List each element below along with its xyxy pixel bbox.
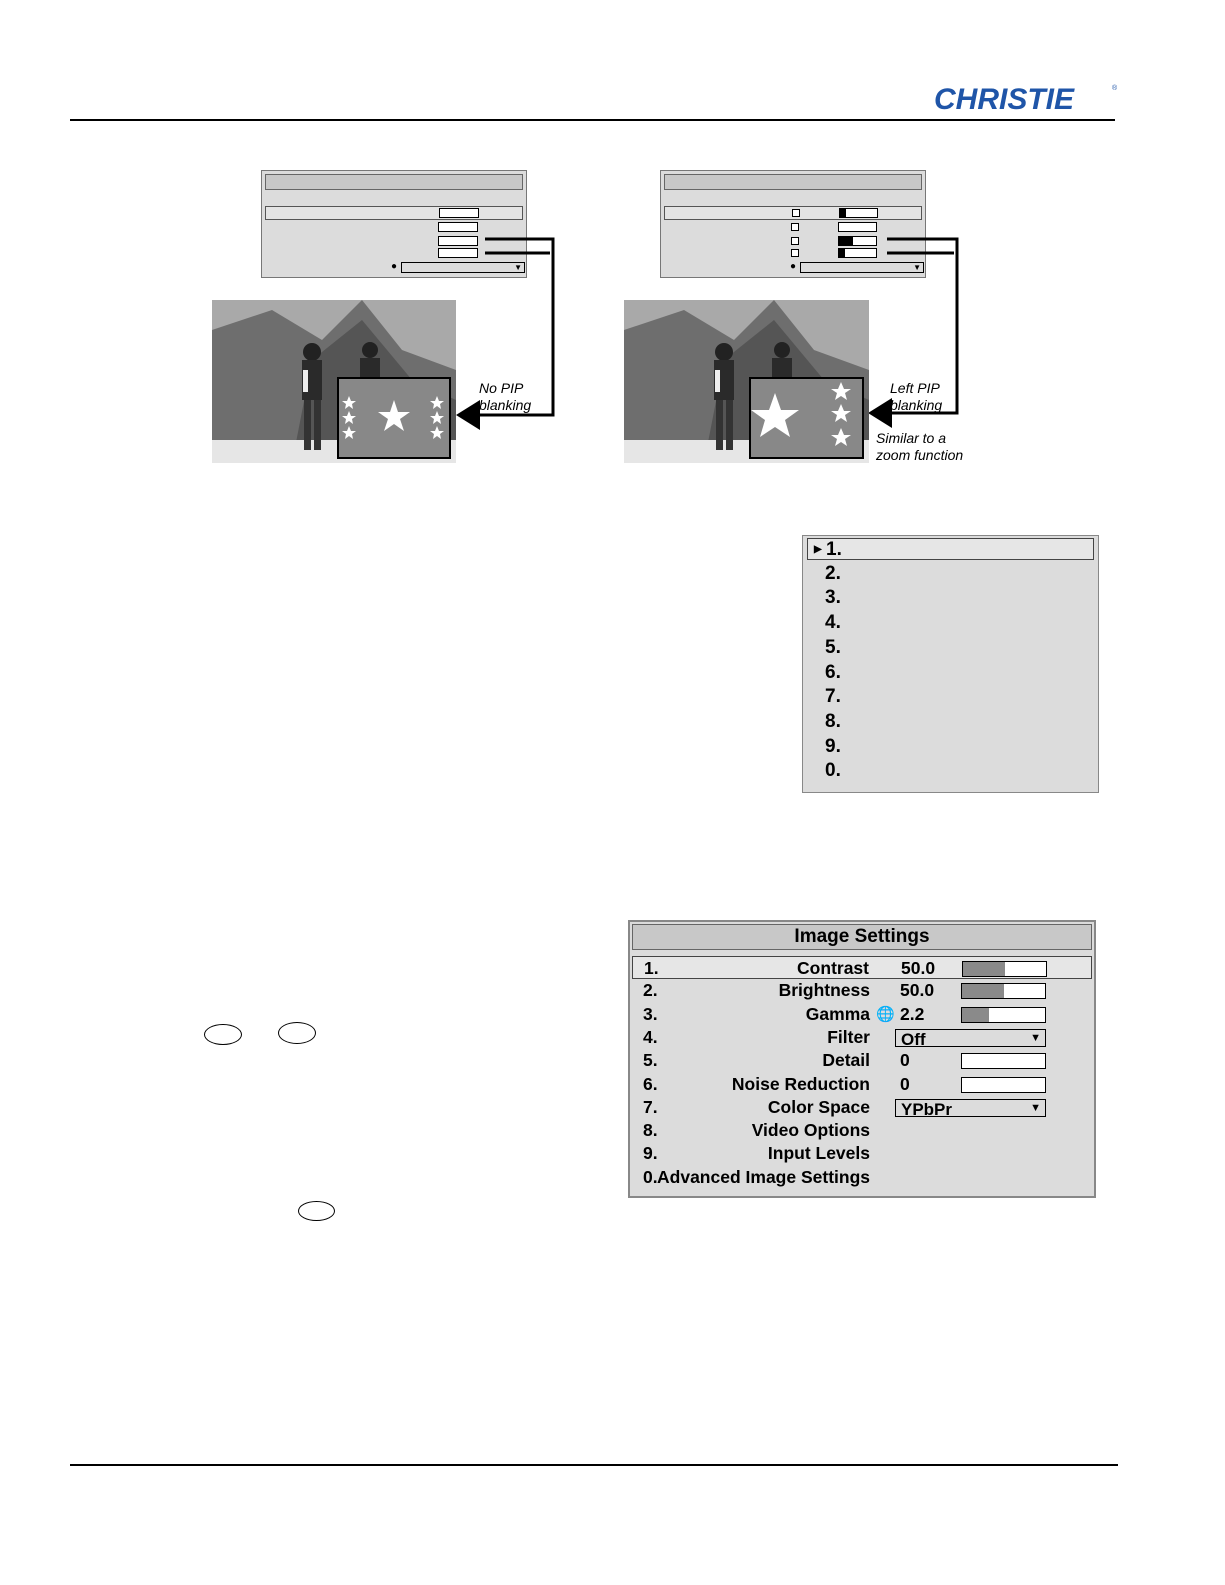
row-number: 9. <box>643 1143 658 1164</box>
right-callout: Left PIP blanking <box>890 380 943 413</box>
item-number: 6. <box>825 661 841 683</box>
globe-icon: ● <box>391 261 398 272</box>
numbered-menu-item[interactable] <box>807 686 1094 708</box>
left-callout: No PIP blanking <box>479 380 532 413</box>
item-number: 0. <box>825 760 841 782</box>
item-number: 2. <box>825 562 841 584</box>
chevron-down-icon: ▼ <box>1030 1101 1041 1114</box>
row-label: Gamma <box>805 1003 870 1024</box>
slider-fill <box>963 962 1005 976</box>
row-number: 7. <box>643 1096 658 1117</box>
numbered-menu <box>802 535 1099 793</box>
row-value: 50.0 <box>900 980 935 1001</box>
row-label: Advanced Image Settings <box>657 1166 870 1187</box>
row-label: Detail <box>822 1050 870 1071</box>
row-label: Noise Reduction <box>731 1073 870 1094</box>
row-value: 0 <box>900 1073 910 1094</box>
numbered-menu-item[interactable] <box>807 736 1094 758</box>
slider-gauge[interactable] <box>962 961 1047 977</box>
dropdown[interactable] <box>895 1099 1046 1117</box>
row-number: 2. <box>643 980 658 1001</box>
numbered-menu-item[interactable] <box>807 637 1094 659</box>
chevron-down-icon: ▼ <box>1030 1031 1041 1044</box>
slider-gauge[interactable] <box>961 983 1046 999</box>
numbered-menu-item[interactable] <box>807 587 1094 609</box>
slider-fill <box>962 984 1004 998</box>
slider-gauge[interactable] <box>961 1077 1046 1093</box>
menu-row-filter[interactable] <box>632 1026 1092 1049</box>
dropdown[interactable] <box>895 1029 1046 1047</box>
menu-row-advanced-image-settings[interactable] <box>632 1166 1092 1189</box>
item-number: 3. <box>825 587 841 609</box>
numbered-menu-item[interactable] <box>807 563 1094 585</box>
globe-icon: ● <box>790 261 797 272</box>
svg-text:®: ® <box>1112 85 1118 92</box>
menu-row-contrast[interactable] <box>632 956 1092 979</box>
skier-photo-right <box>624 300 869 463</box>
row-number: 1. <box>644 958 659 978</box>
numbered-menu-item[interactable] <box>807 760 1094 782</box>
remote-key-enter[interactable] <box>298 1201 335 1221</box>
menu-title: Image Settings <box>632 924 1092 950</box>
row-label: Input Levels <box>767 1143 870 1164</box>
logo-text: CHRISTIE <box>934 83 1075 114</box>
row-value: 0 <box>900 1050 910 1071</box>
row-value: 2.2 <box>900 1003 925 1024</box>
remote-key-left[interactable] <box>204 1024 242 1045</box>
item-number: 1. <box>826 539 842 560</box>
slider-fill <box>962 1008 989 1022</box>
item-number: 4. <box>825 612 841 634</box>
row-value: 50.0 <box>901 958 936 978</box>
slider-gauge[interactable] <box>961 1007 1046 1023</box>
row-number: 6. <box>643 1073 658 1094</box>
row-number: 4. <box>643 1026 658 1047</box>
row-number: 8. <box>643 1120 658 1141</box>
row-label: Brightness <box>778 980 870 1001</box>
numbered-menu-item[interactable] <box>807 538 1094 560</box>
image-settings-menu <box>628 920 1096 1198</box>
menu-row-color-space[interactable] <box>632 1096 1092 1119</box>
cursor-arrow-icon: ▶ <box>814 544 822 555</box>
numbered-menu-item[interactable] <box>807 711 1094 733</box>
numbered-menu-item[interactable] <box>807 612 1094 634</box>
menu-row-noise-reduction[interactable] <box>632 1073 1092 1096</box>
row-label: Color Space <box>767 1096 870 1117</box>
row-label: Filter <box>827 1026 870 1047</box>
mini-dropdown: ▼ <box>401 262 525 273</box>
row-number: 0. <box>643 1166 658 1187</box>
footer-rule <box>70 1464 1118 1466</box>
row-number: 3. <box>643 1003 658 1024</box>
numbered-menu-item[interactable] <box>807 662 1094 684</box>
callout-lines <box>0 0 1225 500</box>
menu-row-detail[interactable] <box>632 1049 1092 1072</box>
item-number: 9. <box>825 735 841 757</box>
item-number: 7. <box>825 686 841 708</box>
mini-dropdown: ▼ <box>800 262 924 273</box>
remote-key-right[interactable] <box>278 1022 316 1044</box>
item-number: 8. <box>825 710 841 732</box>
item-number: 5. <box>825 636 841 658</box>
dropdown-value: Off <box>901 1029 926 1049</box>
skier-photo-left <box>212 300 456 463</box>
row-label: Video Options <box>751 1120 870 1141</box>
right-note: Similar to a zoom function <box>876 430 964 463</box>
slider-gauge[interactable] <box>961 1053 1046 1069</box>
row-label: Contrast <box>797 958 869 978</box>
menu-row-gamma[interactable] <box>632 1003 1092 1026</box>
row-number: 5. <box>643 1050 658 1071</box>
menu-row-brightness[interactable] <box>632 979 1092 1002</box>
menu-row-input-levels[interactable] <box>632 1142 1092 1165</box>
globe-icon: 🌐 <box>876 1005 895 1023</box>
menu-row-video-options[interactable] <box>632 1119 1092 1142</box>
dropdown-value: YPbPr <box>901 1099 953 1119</box>
